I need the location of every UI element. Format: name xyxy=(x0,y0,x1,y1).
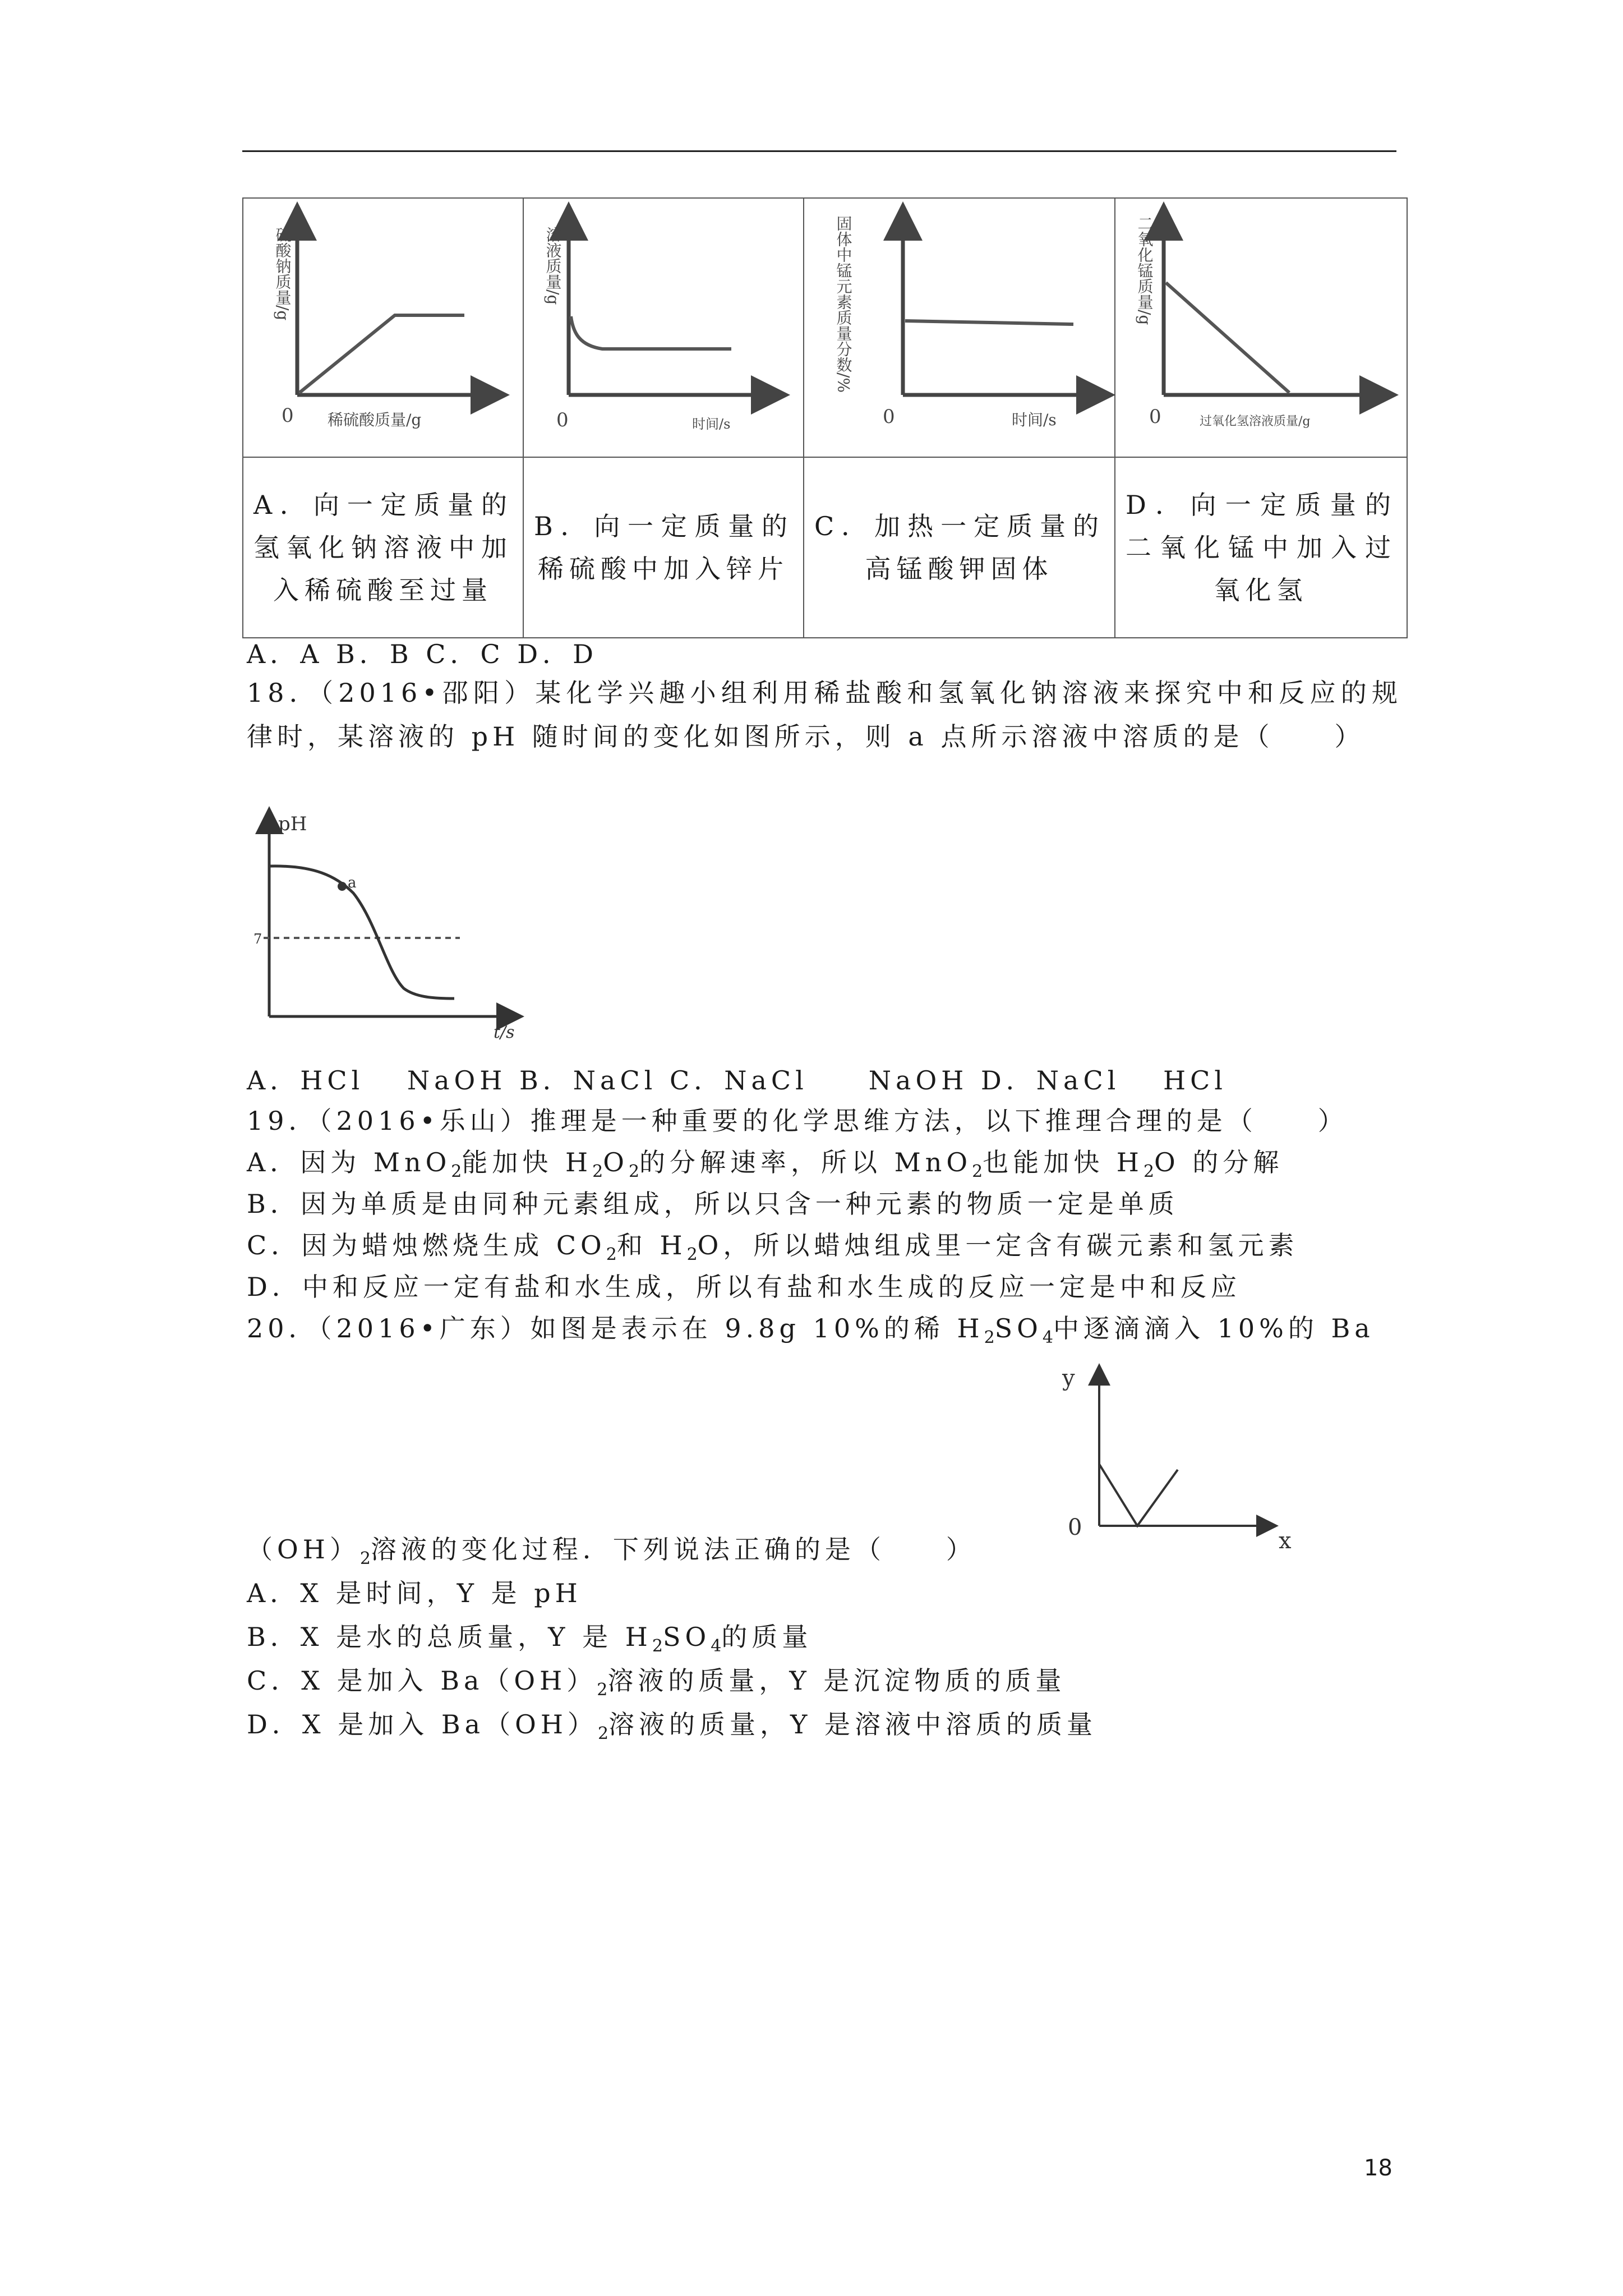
q17-d-origin: 0 xyxy=(1149,406,1161,428)
q19-stem: 19．（2016•乐山）推理是一种重要的化学思维方法，以下推理合理的是（ ） xyxy=(247,1106,1348,1136)
q17-figure-table xyxy=(242,197,1408,638)
q17-figure-c xyxy=(804,199,1115,457)
q17-caption-a: A．向一定质量的氢氧化钠溶液中加入稀硫酸至过量 xyxy=(253,490,513,605)
q17-caption-b: B．向一定质量的稀硫酸中加入锌片 xyxy=(534,511,793,584)
q17-a-origin: 0 xyxy=(282,404,294,427)
q20-option-b: B．X 是水的总质量，Y 是 $H_2SO_4$的质量 xyxy=(247,1622,813,1657)
q20-ylabel: y xyxy=(1062,1365,1075,1391)
q17-figure-b xyxy=(524,199,804,457)
q17-figure-c-cell xyxy=(804,198,1115,457)
q20-xy-figure xyxy=(1043,1358,1312,1559)
q17-c-origin: 0 xyxy=(883,406,895,428)
q20-option-a: A．X 是时间，Y 是 pH xyxy=(247,1578,582,1608)
q19-option-b: B．因为单质是由同种元素组成，所以只含一种元素的物质一定是单质 xyxy=(247,1189,1179,1219)
q17-figure-a-cell xyxy=(243,198,523,457)
q17-c-xlabel: 时间/s xyxy=(1012,411,1057,429)
q19-option-a: A．因为 MnO$_2$能加快 $H_2O_2$的分解速率，所以 MnO$_2$也能加快 $H_2O$ 的分解 xyxy=(247,1147,1284,1182)
q17-figure-a xyxy=(243,199,524,457)
q17-b-origin: 0 xyxy=(556,409,569,431)
q17-c-ylabel: 固体中锰元素质量分数/% xyxy=(834,215,853,393)
q20-origin: 0 xyxy=(1068,1515,1082,1540)
q19-option-d: D．中和反应一定有盐和水生成，所以有盐和水生成的反应一定是中和反应 xyxy=(247,1272,1241,1302)
q17-figure-b-cell xyxy=(523,198,804,457)
q17-d-xlabel: 过氧化氢溶液质量/g xyxy=(1200,415,1311,429)
q17-figure-d xyxy=(1115,199,1408,457)
q20-stem-line1: 20．（2016•广东）如图是表示在 9.8g 10%的稀 $H_2SO_4$中逐滴滴入 10%的 Ba xyxy=(247,1313,1375,1348)
q17-figure-d-cell xyxy=(1115,198,1407,457)
q17-a-ylabel: 硫酸钠质量/g xyxy=(273,227,292,321)
q20-option-d: D．X 是加入 $Ba(OH)_2$溶液的质量，Y 是溶液中溶质的质量 xyxy=(247,1709,1098,1744)
q18-xlabel: t/s xyxy=(494,1023,515,1042)
q17-options: A．A B．B C．C D．D xyxy=(247,639,598,669)
q17-d-ylabel: 二氧化锰质量/g xyxy=(1135,215,1154,325)
q17-b-xlabel: 时间/s xyxy=(692,416,731,432)
q17-caption-d: D．向一定质量的二氧化锰中加入过氧化氢 xyxy=(1126,490,1396,605)
q19-option-c: C．因为蜡烛燃烧生成 $CO_2$和 $H_2O$，所以蜡烛组成里一定含有碳元素和氢元素 xyxy=(247,1230,1299,1265)
q18-point-label: a xyxy=(348,875,357,891)
q18-options: A．HCl NaOH B．NaCl C．NaCl NaOH D．NaCl HCl xyxy=(247,1065,1228,1096)
q17-caption-c: C．加热一定质量的高锰酸钾固体 xyxy=(814,511,1104,584)
q20-option-c: C．X 是加入 $Ba(OH)_2$溶液的质量，Y 是沉淀物质的质量 xyxy=(247,1665,1066,1700)
q20-xlabel: x xyxy=(1279,1528,1292,1554)
q17-a-xlabel: 稀硫酸质量/g xyxy=(328,411,422,429)
q18-ref-label: 7 xyxy=(253,931,262,947)
q18-ylabel: pH xyxy=(278,813,307,835)
q18-stem: 18．（2016•邵阳）某化学兴趣小组利用稀盐酸和氢氧化钠溶液来探究中和反应的规律时，某溶液的 pH 随时间的变化如图所示，则 a 点所示溶液中溶质的是（ ） xyxy=(247,678,1402,752)
q18-ph-figure xyxy=(247,803,538,1045)
q20-stem-line2: $(OH)_2$溶液的变化过程．下列说法正确的是（ ） xyxy=(247,1534,976,1569)
header-rule xyxy=(242,150,1396,152)
q17-b-ylabel: 溶液质量/g xyxy=(543,227,562,305)
page-number: 18 xyxy=(1364,2155,1393,2181)
